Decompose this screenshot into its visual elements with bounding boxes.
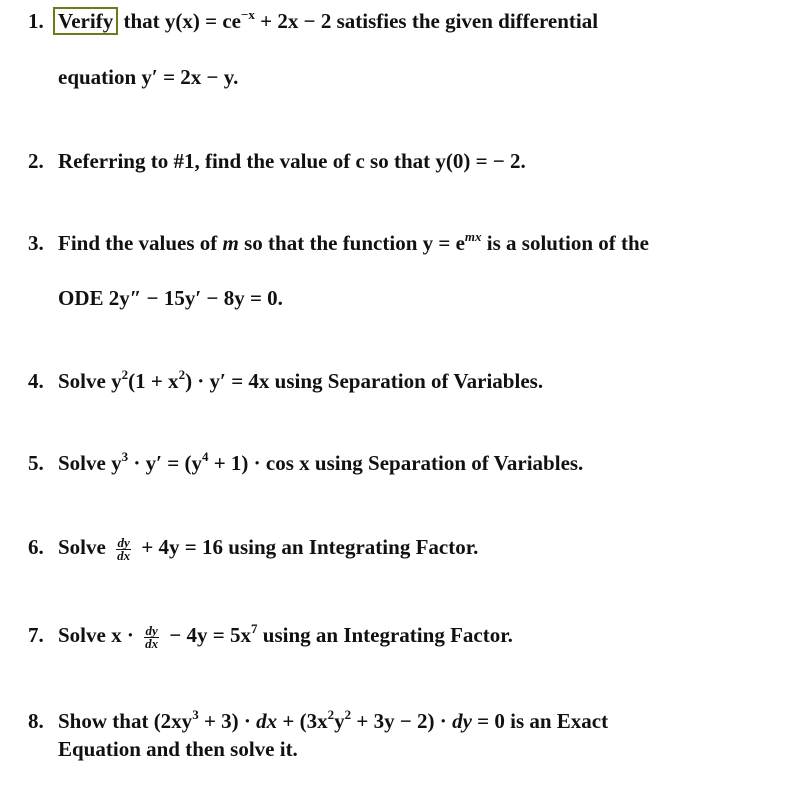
problem-number: 5. — [28, 451, 44, 475]
problem-text: + 1) · cos x using Separation of Variables. — [208, 451, 584, 475]
problem-text: y — [334, 709, 345, 733]
problem-text: Solve x · — [58, 623, 140, 647]
fraction-denominator: dx — [117, 547, 131, 563]
problem-text: Referring to #1, find the value of c so that y(0) = − 2. — [58, 149, 526, 173]
problem-text: + 3y − 2) · — [351, 709, 453, 733]
fraction-numerator: dy — [117, 534, 130, 550]
problem-6 — [28, 534, 478, 562]
problem-number: 8. — [28, 709, 44, 733]
math-differential: dy — [452, 709, 472, 733]
exponent: −x — [240, 7, 255, 22]
problem-7 — [28, 622, 513, 650]
problem-1-line-1 — [28, 8, 598, 34]
problem-text: − 4y = 5x — [164, 623, 252, 647]
problem-text: using an Integrating Factor. — [257, 623, 513, 647]
problem-number: 7. — [28, 623, 44, 647]
exponent: 3 — [192, 707, 199, 722]
problem-number: 3. — [28, 231, 44, 255]
problem-number: 4. — [28, 369, 44, 393]
exponent: 2 — [327, 707, 335, 722]
exponent: mx — [464, 229, 482, 244]
exponent: 2 — [121, 367, 129, 382]
exponent: 2 — [344, 707, 352, 722]
problem-5 — [28, 450, 583, 476]
problem-text: Solve — [58, 535, 112, 559]
problem-8-line-1 — [28, 708, 608, 734]
problem-1-line-2 — [58, 64, 238, 90]
derivative-fraction — [116, 534, 131, 563]
exponent: 4 — [201, 449, 209, 464]
exponent: 7 — [251, 621, 258, 636]
math-differential: dx — [256, 709, 278, 733]
problem-text: Solve y — [58, 369, 122, 393]
exponent: 3 — [121, 449, 129, 464]
problem-number: 1. — [28, 9, 44, 33]
problem-3-line-2 — [58, 285, 283, 311]
problem-text: ) · y′ = 4x using Separation of Variables. — [185, 369, 544, 393]
problem-2 — [28, 148, 526, 174]
problem-text: that y(x) = ce — [118, 9, 241, 33]
problem-text: is a solution of the — [481, 231, 649, 255]
problem-text: equation y′ = 2x − y. — [58, 65, 239, 89]
highlighted-word: Verify — [53, 7, 118, 35]
problem-text: (1 + x — [128, 369, 179, 393]
problem-text: + 4y = 16 using an Integrating Factor. — [136, 535, 479, 559]
problem-8-line-2 — [58, 736, 298, 762]
problem-text: so that the function y = e — [238, 231, 465, 255]
problem-text: Equation and then solve it. — [58, 737, 298, 761]
problem-number: 2. — [28, 149, 44, 173]
derivative-fraction — [144, 622, 159, 651]
problem-text: + 2x − 2 satisfies the given differential — [254, 9, 599, 33]
problem-text: Find the values of — [58, 231, 223, 255]
fraction-denominator: dx — [145, 635, 159, 651]
problem-3-line-1 — [28, 230, 649, 256]
fraction-numerator: dy — [145, 622, 158, 638]
problem-text: Solve y — [58, 451, 122, 475]
problem-text: · y′ = (y — [128, 451, 202, 475]
exponent: 2 — [178, 367, 186, 382]
problem-text: ODE 2y″ − 15y′ − 8y = 0. — [58, 286, 283, 310]
math-variable: m — [222, 231, 239, 255]
problem-text: = 0 is an Exact — [471, 709, 609, 733]
problem-text: + (3x — [277, 709, 328, 733]
problem-text: + 3) · — [198, 709, 257, 733]
problem-text: Show that (2xy — [58, 709, 193, 733]
problem-4 — [28, 368, 543, 394]
problem-number: 6. — [28, 535, 44, 559]
